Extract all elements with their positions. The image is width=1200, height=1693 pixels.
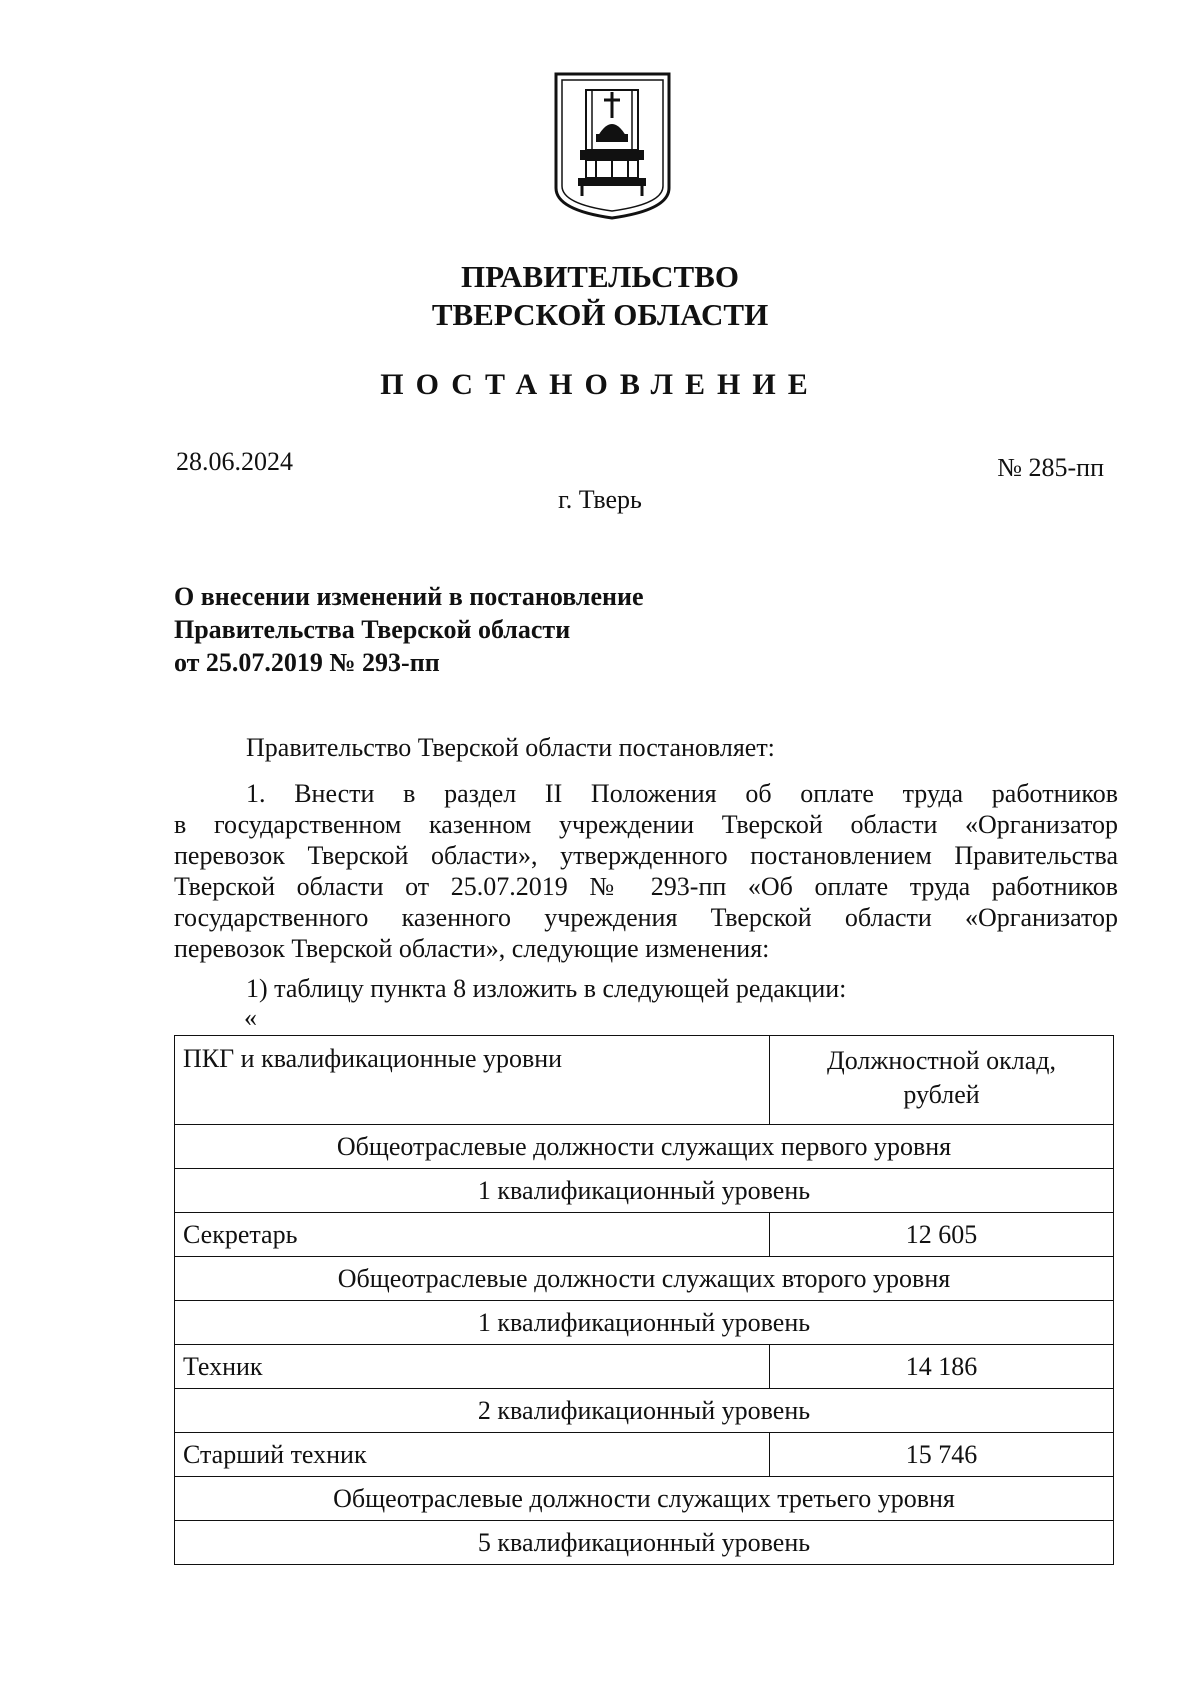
table-row <box>175 1433 1114 1477</box>
column-header-qualification: ПКГ и квалификационные уровни <box>175 1036 770 1125</box>
salary-cell: 14 186 <box>770 1345 1114 1389</box>
table-header-row <box>175 1036 1114 1125</box>
table-row <box>175 1257 1114 1301</box>
salary-cell: 12 605 <box>770 1213 1114 1257</box>
table-row <box>175 1345 1114 1389</box>
paragraph-1 <box>174 778 1118 964</box>
table-row <box>175 1477 1114 1521</box>
opening-quote: « <box>244 1003 257 1032</box>
table-row <box>175 1301 1114 1345</box>
table-row <box>175 1169 1114 1213</box>
position-cell: Техник <box>175 1345 770 1389</box>
subject-line: Правительства Тверской области <box>174 615 571 644</box>
paragraph-line: Тверской области от 25.07.2019 № 293-пп «Об оплате труда работников <box>174 872 1118 901</box>
paragraph-line: 1. Внести в раздел II Положения об оплате труда работников <box>246 779 1118 808</box>
table-row <box>175 1125 1114 1169</box>
item-1: 1) таблицу пункта 8 изложить в следующей редакции: <box>246 974 847 1003</box>
group-cell: Общеотраслевые должности служащих третьего уровня <box>175 1477 1114 1521</box>
column-header-salary-line: рублей <box>903 1080 980 1109</box>
group-cell: 1 квалификационный уровень <box>175 1301 1114 1345</box>
column-header-salary-line: Должностной оклад, <box>827 1046 1056 1075</box>
group-cell: 1 квалификационный уровень <box>175 1169 1114 1213</box>
paragraph-line: государственного казенного учреждения Тверской области «Организатор <box>174 903 1118 932</box>
intro-paragraph: Правительство Тверской области постановляет: <box>246 733 775 762</box>
group-cell: 5 квалификационный уровень <box>175 1521 1114 1565</box>
subject-line: О внесении изменений в постановление <box>174 582 644 611</box>
coat-of-arms-emblem <box>552 70 673 222</box>
paragraph-line: перевозок Тверской области», следующие изменения: <box>174 934 770 963</box>
table-row <box>175 1213 1114 1257</box>
organization-name-line1: ПРАВИТЕЛЬСТВО <box>461 259 739 294</box>
document-number: № 285-пп <box>997 453 1104 482</box>
document-city: г. Тверь <box>558 485 642 514</box>
group-cell: Общеотраслевые должности служащих первого уровня <box>175 1125 1114 1169</box>
salary-cell: 15 746 <box>770 1433 1114 1477</box>
organization-name-line2: ТВЕРСКОЙ ОБЛАСТИ <box>431 297 769 332</box>
document-subject <box>174 580 644 679</box>
paragraph-line: перевозок Тверской области», утвержденного постановлением Правительства <box>174 841 1118 870</box>
table-row <box>175 1389 1114 1433</box>
group-cell: 2 квалификационный уровень <box>175 1389 1114 1433</box>
salary-table <box>174 1035 1114 1565</box>
paragraph-line: в государственном казенном учреждении Тверской области «Организатор <box>174 810 1118 839</box>
document-date: 28.06.2024 <box>176 447 293 476</box>
subject-line: от 25.07.2019 № 293-пп <box>174 648 440 677</box>
table-row <box>175 1521 1114 1565</box>
group-cell: Общеотраслевые должности служащих второго уровня <box>175 1257 1114 1301</box>
position-cell: Секретарь <box>175 1213 770 1257</box>
position-cell: Старший техник <box>175 1433 770 1477</box>
column-header-salary <box>770 1036 1114 1125</box>
document-type-title: ПОСТАНОВЛЕНИЕ <box>380 368 820 401</box>
